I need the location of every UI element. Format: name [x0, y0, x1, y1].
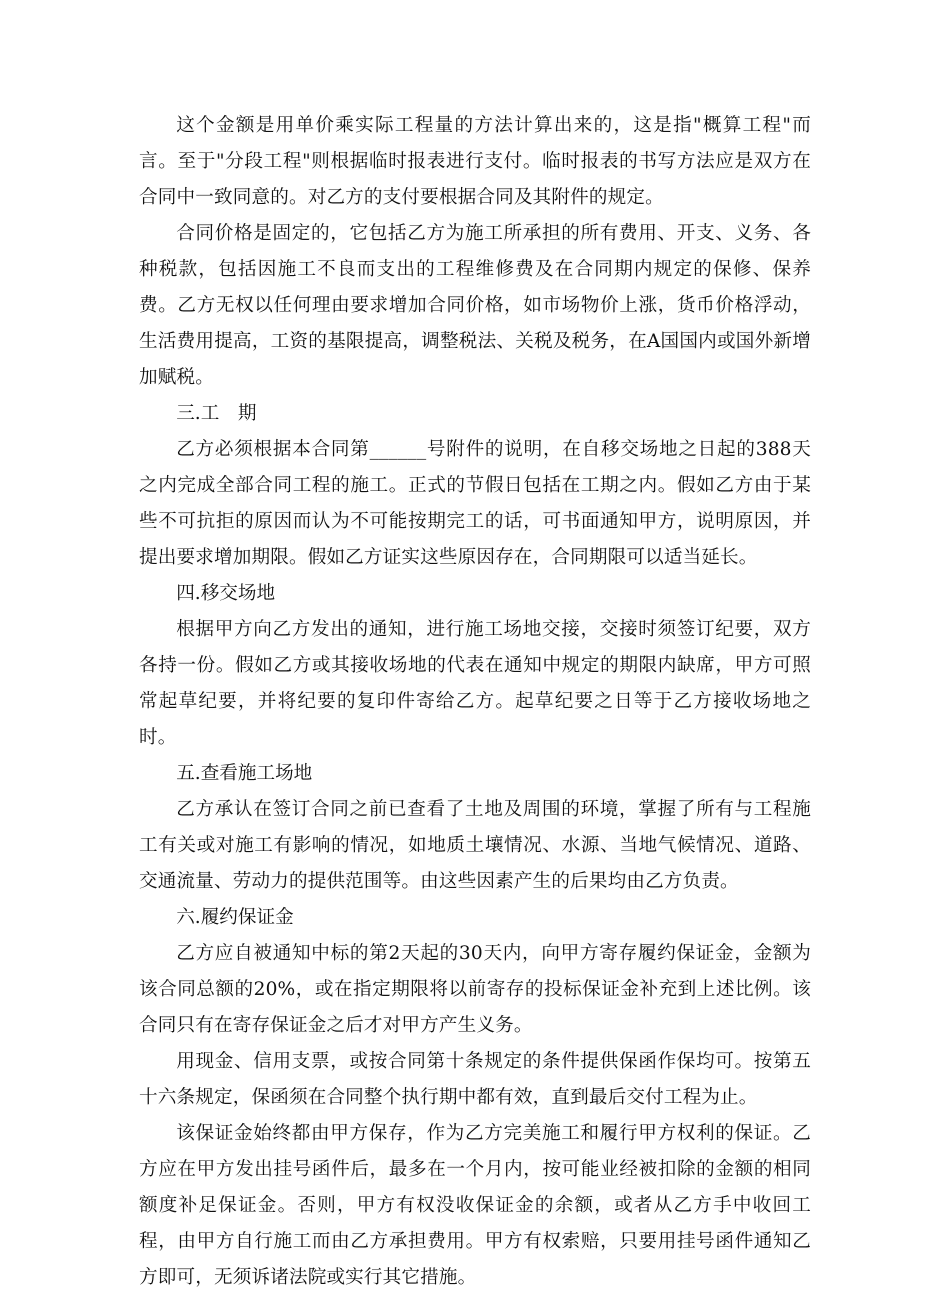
- paragraph-site-inspection: 乙方承认在签订合同之前已查看了土地及周围的环境，掌握了所有与工程施工有关或对施工有影响的情况，如地质土壤情况、水源、当地气候情况、道路、交通流量、劳动力的提供范围等。由这些因素产生的后果均由乙方负责。: [139, 799, 811, 892]
- paragraph-schedule: 乙方必须根据本合同第______号附件的说明，在自移交场地之日起的388天之内完成全部合同工程的施工。正式的节假日包括在工期之内。假如乙方由于某些不可抗拒的原因而认为不可能按期完工的话，可书面通知甲方，说明原因，并提出要求增加期限。假如乙方证实这些原因存在，合同期限可以适当延长。: [139, 439, 811, 568]
- section-heading-site-handover: 四.移交场地: [176, 583, 276, 604]
- document-page: [139, 108, 811, 1296]
- paragraph-contract-price: 合同价格是固定的，它包括乙方为施工所承担的所有费用、开支、义务、各种税款，包括因施工不良而支出的工程维修费及在合同期内规定的保修、保养费。乙方无权以任何理由要求增加合同价格，如市场物价上涨，货币价格浮动，生活费用提高，工资的基限提高，调整税法、关税及税务，在A国国内或国外新增加赋税。: [139, 223, 811, 388]
- paragraph-bond-forms: 用现金、信用支票，或按合同第十条规定的条件提供保函作保均可。按第五十六条规定，保函须在合同整个执行期中都有效，直到最后交付工程为止。: [139, 1051, 811, 1108]
- paragraph-bond-deposit: 乙方应自被通知中标的第2天起的30天内，向甲方寄存履约保证金，金额为该合同总额的20%，或在指定期限将以前寄存的投标保证金补充到上述比例。该合同只有在寄存保证金之后才对甲方产生义务。: [139, 943, 811, 1036]
- paragraph-payment-calculation: 这个金额是用单价乘实际工程量的方法计算出来的，这是指"概算工程"而言。至于"分段工程"则根据临时报表进行支付。临时报表的书写方法应是双方在合同中一致同意的。对乙方的支付要根据合同及其附件的规定。: [139, 115, 811, 208]
- paragraph-site-handover: 根据甲方向乙方发出的通知，进行施工场地交接，交接时须签订纪要，双方各持一份。假如乙方或其接收场地的代表在通知中规定的期限内缺席，甲方可照常起草纪要，并将纪要的复印件寄给乙方。起草纪要之日等于乙方接收场地之时。: [139, 619, 811, 748]
- section-heading-schedule: 三.工 期: [176, 403, 257, 424]
- paragraph-bond-custody: 该保证金始终都由甲方保存，作为乙方完美施工和履行甲方权利的保证。乙方应在甲方发出挂号函件后，最多在一个月内，按可能业经被扣除的金额的相同额度补足保证金。否则，甲方有权没收保证金的余额，或者从乙方手中收回工程，由甲方自行施工而由乙方承担费用。甲方有权索赔，只要用挂号函件通知乙方即可，无须诉诸法院或实行其它措施。: [139, 1123, 811, 1288]
- section-heading-performance-bond: 六.履约保证金: [176, 907, 294, 928]
- section-heading-site-inspection: 五.查看施工场地: [176, 763, 313, 784]
